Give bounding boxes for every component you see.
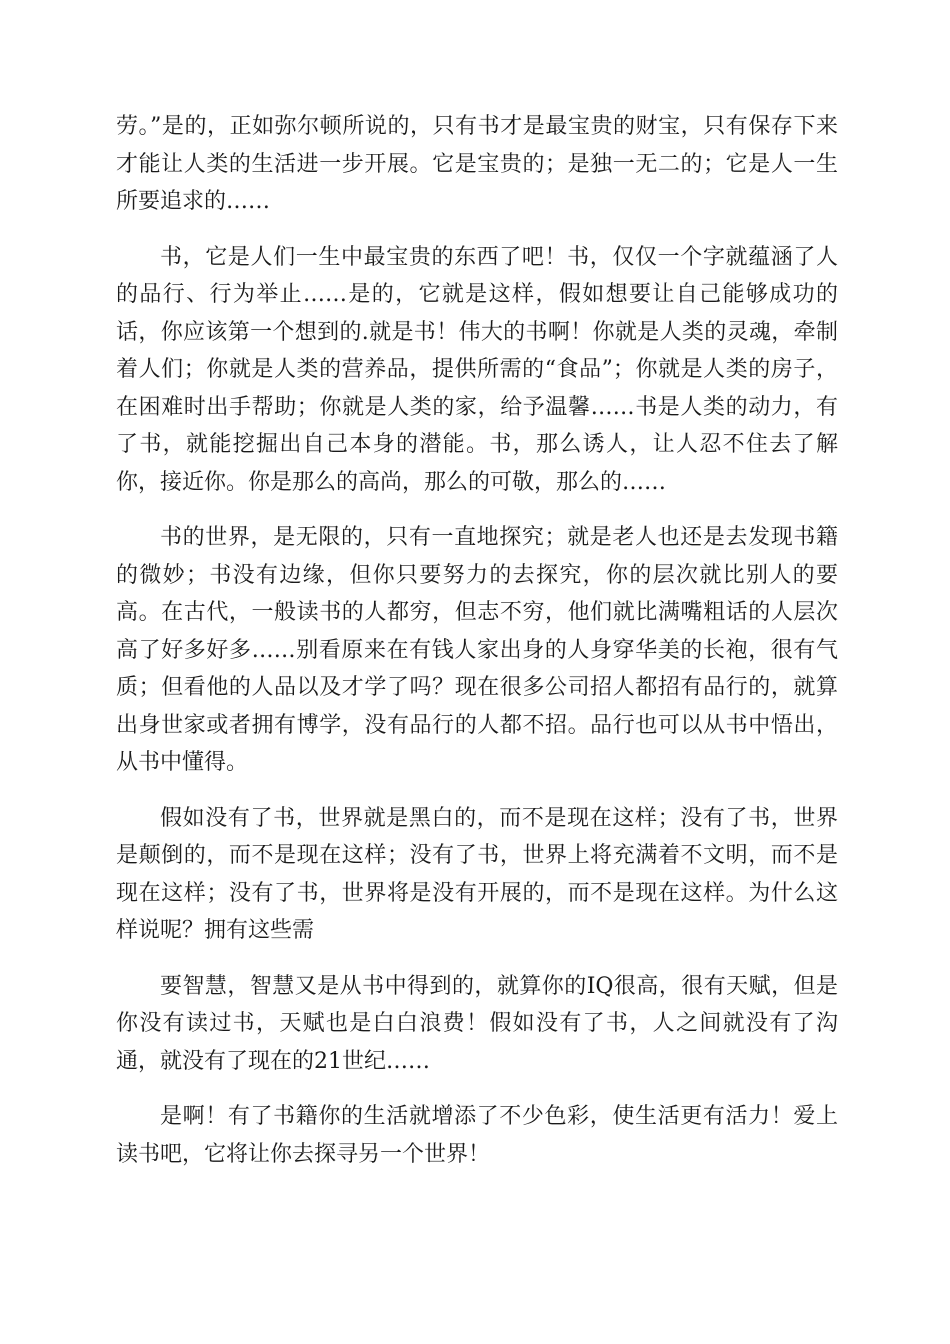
paragraph-6: 是啊！有了书籍你的生活就增添了不少色彩，使生活更有活力！爱上读书吧，它将让你去探寻另一个世界！ — [116, 1104, 838, 1167]
paragraph-5: 要智慧，智慧又是从书中得到的，就算你的IQ很高，很有天赋，但是你没有读过书，天赋也是白白浪费！假如没有了书，人之间就没有了沟通，就没有了现在的21世纪…… — [116, 973, 838, 1074]
paragraph-4: 假如没有了书，世界就是黑白的，而不是现在这样；没有了书，世界是颠倒的，而不是现在这样；没有了书，世界上将充满着不文明，而不是现在这样；没有了书，世界将是没有开展的，而不是现在这样。为什么这样说呢？拥有这些需 — [116, 805, 838, 943]
document-body — [116, 108, 838, 1191]
paragraph-1: 劳。”是的，正如弥尔顿所说的，只有书才是最宝贵的财宝，只有保存下来才能让人类的生活进一步开展。它是宝贵的；是独一无二的；它是人一生所要追求的…… — [116, 114, 838, 214]
paragraph-2: 书，它是人们一生中最宝贵的东西了吧！书，仅仅一个字就蕴涵了人的品行、行为举止……是的，它就是这样，假如想要让自己能够成功的话，你应该第一个想到的.就是书！伟大的书啊！你就是人类的灵魂，牵制着人们；你就是人类的营养品，提供所需的“食品”；你就是人类的房子，在困难时出手帮助；你就是人类的家，给予温馨……书是人类的动力，有了书，就能挖掘出自己本身的潜能。书，那么诱人，让人忍不住去了解你，接近你。你是那么的高尚，那么的可敬，那么的…… — [116, 244, 838, 495]
paragraph-3: 书的世界，是无限的，只有一直地探究；就是老人也还是去发现书籍的微妙；书没有边缘，但你只要努力的去探究，你的层次就比别人的要高。在古代，一般读书的人都穷，但志不穷，他们就比满嘴粗话的人层次高了好多好多……别看原来在有钱人家出身的人身穿华美的长袍，很有气质；但看他的人品以及才学了吗？现在很多公司招人都招有品行的，就算出身世家或者拥有博学，没有品行的人都不招。品行也可以从书中悟出，从书中懂得。 — [116, 525, 838, 775]
